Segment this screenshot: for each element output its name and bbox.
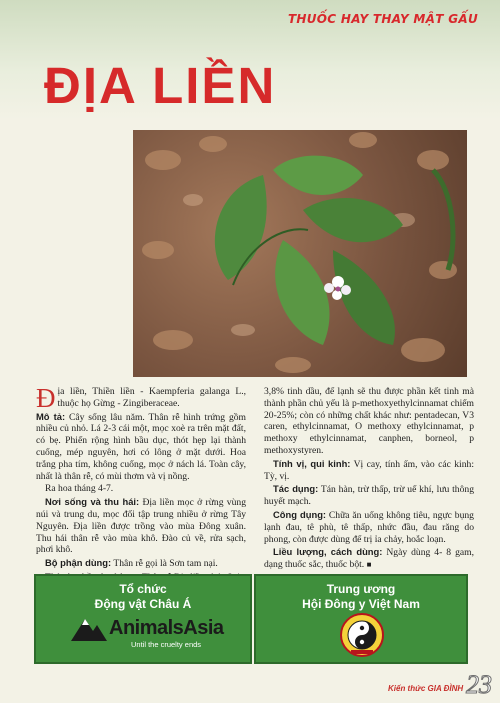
sponsor-left-line2: Động vật Châu Á — [94, 597, 192, 611]
dosage-paragraph: Liều lượng, cách dùng: Ngày dùng 4- 8 gam, dạng thuốc sắc, thuốc bột. ■ — [264, 546, 474, 571]
animals-asia-tagline: Until the cruelty ends — [131, 640, 202, 649]
end-mark: ■ — [366, 560, 372, 570]
flowering-paragraph: Ra hoa tháng 4-7. — [45, 483, 114, 495]
bear-mountain-icon — [71, 617, 107, 641]
article-body — [36, 383, 474, 571]
animals-asia-logo — [71, 617, 224, 651]
plant-photo — [133, 130, 467, 377]
series-title: THUỐC HAY THAY MẬT GẤU — [287, 12, 478, 26]
sponsor-hoi-dong-y — [254, 574, 468, 664]
habitat-paragraph: Nơi sống và thu hái: Địa liền mọc ở rừng vùng núi và trung du, mọc đối tập trung nhiều ở rừng Tây Nguyên. Địa liền được trồng vào mùa Đông xuân. Thu hái thân rễ vào mùa khô. Đào củ về, rửa sạch, phơi khô. — [36, 496, 246, 556]
page-number: 23 — [466, 670, 492, 699]
description-paragraph: Mô tả: Cây sống lâu năm. Thân rễ hình trứng gồm nhiều củ nhỏ. Lá 2-3 cái một, mọc xoè ra trên mặt đất, có bẹ. Phiến rộng hình bầu dục, thót hẹp lại thành cuống, mép nguyên, hơi có lông ở mặt dưới. Hoa trắng pha tím, không cuống, mọc ở nách lá. Toàn cây, nhất là thân rễ, có mùi thơm và vị nồng. — [36, 410, 246, 482]
plant-illustration — [133, 130, 467, 377]
intro-paragraph: Địa liền, Thiền liền - Kaempferia galanga L., thuộc họ Gừng - Zingiberaceae. — [36, 383, 246, 413]
uses-paragraph: Công dụng: Chữa ăn uống không tiêu, ngực bụng lạnh đau, tê phù, tê thấp, nhức đầu, đau răng do phong, còn được dùng để trị ỉa chảy, hoắc loạn. — [264, 508, 474, 545]
animals-asia-wordmark: AnimalsAsia — [109, 617, 224, 639]
taste-paragraph: Tính vị, qui kinh: Vị cay, tính ấm, vào các kinh: Tỳ, vị. — [264, 457, 474, 482]
article-right-column — [264, 386, 474, 572]
article-left-column — [36, 383, 246, 585]
sponsor-animals-asia — [34, 574, 252, 664]
magazine-label: Kiến thức GIA ĐÌNH — [388, 684, 464, 693]
dong-y-emblem-icon — [339, 612, 385, 658]
sponsor-right-line2: Hội Đông y Việt Nam — [302, 597, 420, 611]
article-title: ĐỊA LIỀN — [44, 57, 277, 114]
sponsor-right-line1: Trung ương — [326, 582, 396, 596]
parts-used-paragraph: Bộ phận dùng: Thân rễ gọi là Sơn tam nại. — [45, 557, 218, 570]
effect-paragraph: Tác dụng: Tán hàn, trừ thấp, trừ uế khí, lưu thông huyết mạch. — [264, 483, 474, 508]
drop-cap: Đ — [36, 383, 56, 413]
sponsor-left-line1: Tổ chức — [119, 582, 167, 596]
chemistry-continued-paragraph: 3,8% tinh dầu, để lạnh sẽ thu được phần kết tinh mà thành phần chủ yếu là p-methoxyethylcinnamat chiếm 20-25%; còn có những chất khác như: pentadecan, V3 caren, ethylcinnamat, O methoxy ethylcinnamat, p methoxy ethylcinnamat, canphen, borneol, p methoxystyren. — [264, 386, 474, 456]
